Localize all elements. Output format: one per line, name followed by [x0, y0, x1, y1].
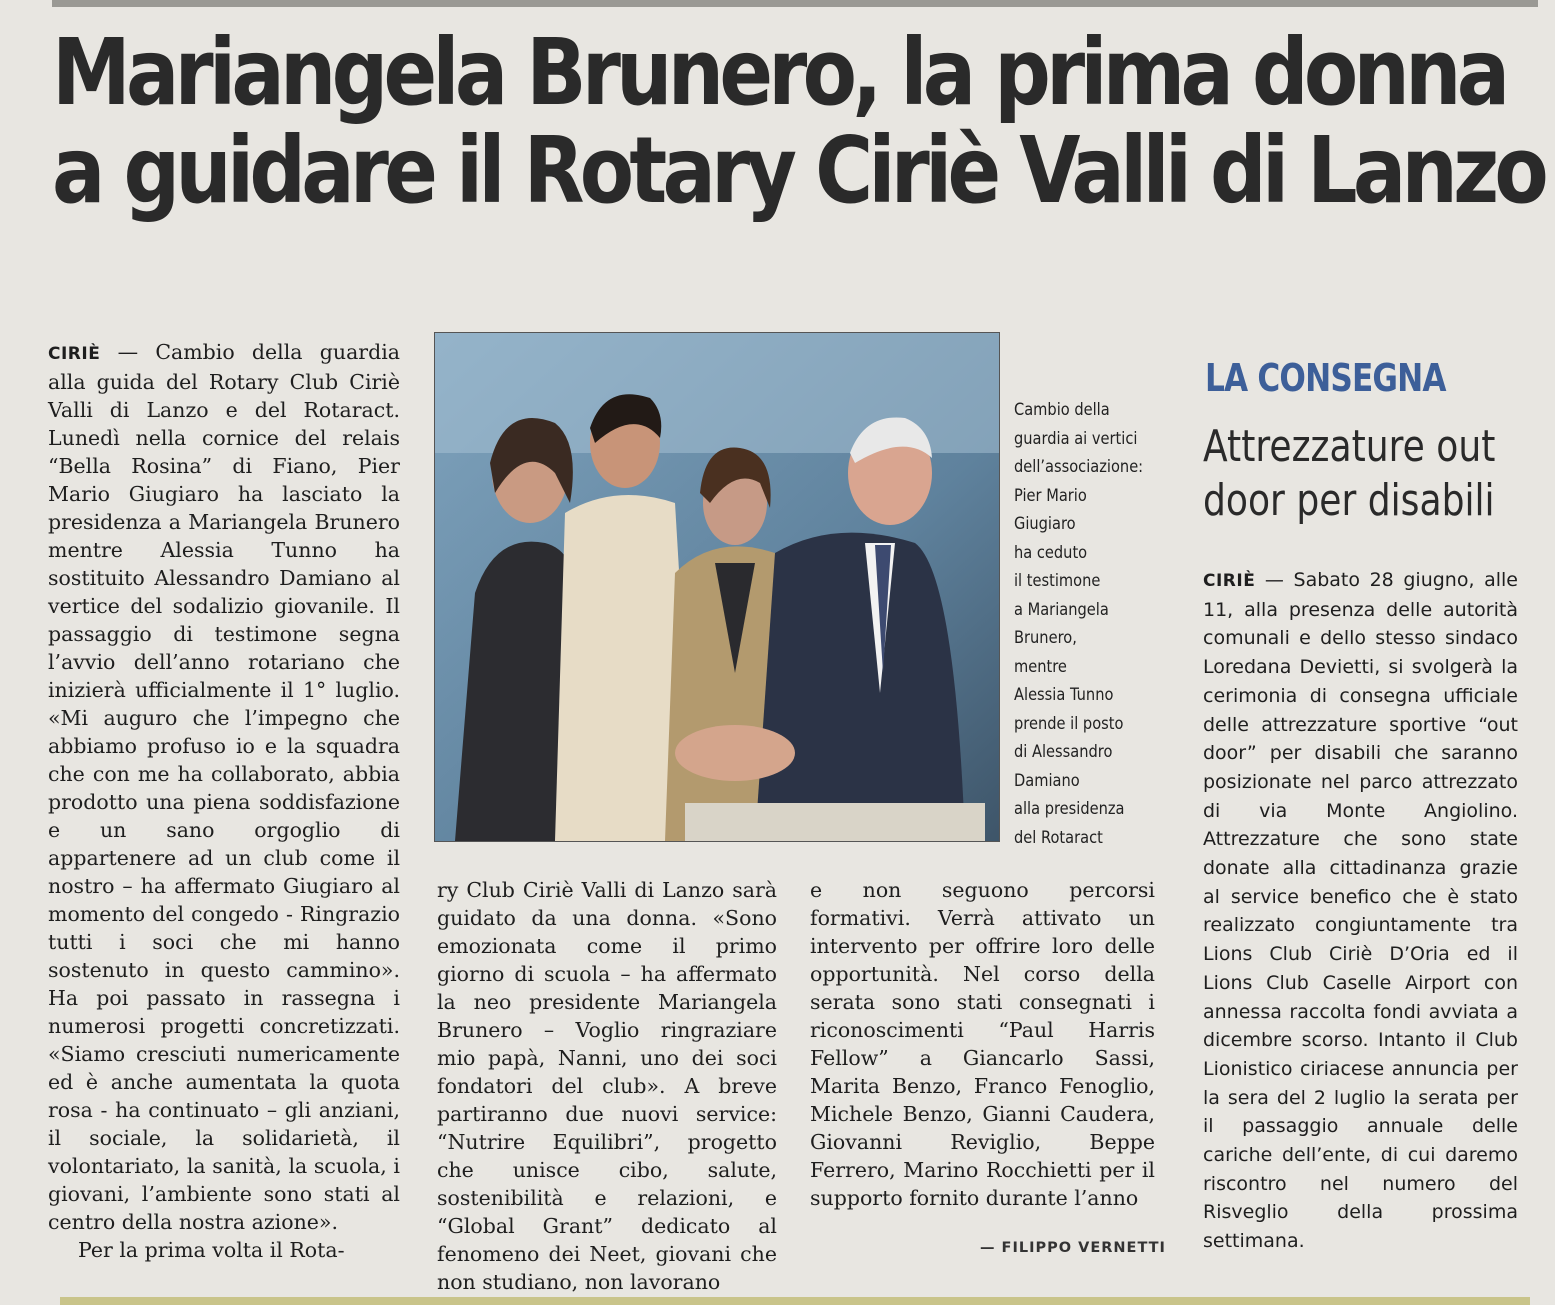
headline [52, 19, 1545, 224]
caption-line: Brunero, [1014, 628, 1077, 648]
caption-line: ha ceduto [1014, 542, 1088, 563]
caption-line: Pier Mario [1014, 485, 1087, 506]
sidebar-title-line-1: Attrezzature out [1203, 421, 1496, 472]
sidebar-dateline: CIRIÈ [1203, 571, 1256, 591]
sidebar-kicker: LA CONSEGNA [1205, 356, 1446, 400]
sidebar-body [1203, 566, 1518, 1256]
sidebar-body-text: — Sabato 28 giugno, alle 11, alla presenza delle autorità comunali e dello stesso sindaco Loredana Devietti, si svolgerà la cerimonia di consegna ufficiale delle attrezzature sportive “out door” per disabili che saranno posizionate nel parco attrezzato di via Monte Angiolino. Attrezzature che sono state donate alla cittadinanza grazie al service benefico che è stato realizzato congiuntamente tra Lions Club Ciriè D’Oria ed il Lions Club Caselle Airport con annessa raccolta fondi avviata a dicembre scorso. Intanto il Club Lionistico ciriacese annuncia per la sera del 2 luglio la serata per il passaggio annuale delle cariche dell’ente, di cui daremo riscontro nel numero del Risveglio della prossima settimana. [1203, 569, 1518, 1253]
byline: — FILIPPO VERNETTI [980, 1240, 1166, 1256]
article-paragraph-2: Per la prima volta il Rota- [78, 1238, 345, 1262]
caption-line: dell’associazione: [1014, 457, 1144, 477]
photo-illustration [435, 333, 999, 841]
caption-line: il testimone [1014, 571, 1101, 591]
caption-line: alla presidenza [1014, 799, 1125, 819]
article-lead-paragraph [48, 338, 400, 1236]
dateline: CIRIÈ [48, 344, 101, 364]
caption-line: Cambio della [1014, 400, 1110, 420]
article-column-2 [437, 876, 777, 1296]
caption-line: mentre [1014, 656, 1067, 677]
article-column-2-text: ry Club Ciriè Valli di Lanzo sarà guidato da una donna. «Sono emozionata come il primo giorno di scuola – ha affermato la neo presidente Mariangela Brunero – Voglio ringraziare mio papà, Nanni, uno dei soci fondatori del club». A breve partiranno due nuovi service: “Nutrire Equilibri”, progetto che unisce cibo, salute, sostenibilità e relazioni, e “Global Grant” dedicato al fenomeno dei Neet, giovani che non studiano, non lavorano [437, 878, 777, 1294]
sidebar-title [1203, 420, 1495, 528]
sidebar-paragraph [1203, 566, 1518, 1256]
top-rule [52, 0, 1538, 7]
caption-line: del Rotaract [1014, 827, 1103, 848]
article-column-3-text: e non seguono percorsi formativi. Verrà attivato un intervento per offrire loro delle opportunità. Nel corso della serata sono stati consegnati i riconoscimenti “Paul Harris Fellow” a Giancarlo Sassi, Marita Benzo, Franco Fenoglio, Michele Benzo, Gianni Caudera, Giovanni Reviglio, Beppe Ferrero, Marino Rocchietti per il supporto fornito durante l’anno [810, 878, 1155, 1210]
caption-line: guardia ai vertici [1014, 428, 1138, 449]
headline-line-1: Mariangela Brunero, la prima donna [52, 19, 1506, 126]
caption-line: di Alessandro [1014, 742, 1113, 762]
caption-line: prende il posto [1014, 713, 1124, 734]
caption-line: Damiano [1014, 770, 1080, 791]
article-column-1 [48, 338, 400, 1264]
photo-caption [1014, 396, 1144, 852]
sidebar-title-line-2: door per disabili [1203, 475, 1495, 526]
caption-line: Giugiaro [1014, 514, 1076, 534]
article-lead-text: — Cambio della guardia alla guida del Rotary Club Ciriè Valli di Lanzo e del Rotaract. Lunedì nella cornice del relais “Bella Rosina” di Fiano, Pier Mario Giugiaro ha lasciato la presidenza a Mariangela Brunero mentre Alessia Tunno ha sostituito Alessandro Damiano al vertice del sodalizio giovanile. Il passaggio di testimone segna l’avvio dell’anno rotariano che inizierà ufficialmente il 1° luglio. «Mi auguro che l’impegno che abbiamo profuso io e la squadra che con me ha collaborato, abbia prodotto una piena soddisfazione e un sano orgoglio di appartenere ad un club come il nostro – ha affermato Giugiaro al momento del congedo - Ringrazio tutti i soci che mi hanno sostenuto in questo cammino». Ha poi passato in rassegna i numerosi progetti concretizzati. «Siamo cresciuti numericamente ed è anche aumentata la quota rosa - ha continuato – gli anziani, il sociale, la solidarietà, il volontariato, la sanità, la scuola, i giovani, l’ambiente sono stati al centro della nostra azione». [48, 340, 400, 1234]
caption-line: Alessia Tunno [1014, 685, 1114, 705]
caption-line: a Mariangela [1014, 599, 1109, 620]
bottom-rule [60, 1297, 1530, 1305]
headline-line-2: a guidare il Rotary Ciriè Valli di Lanzo [52, 117, 1545, 224]
article-photo [434, 332, 1000, 842]
article-column-3 [810, 876, 1155, 1212]
